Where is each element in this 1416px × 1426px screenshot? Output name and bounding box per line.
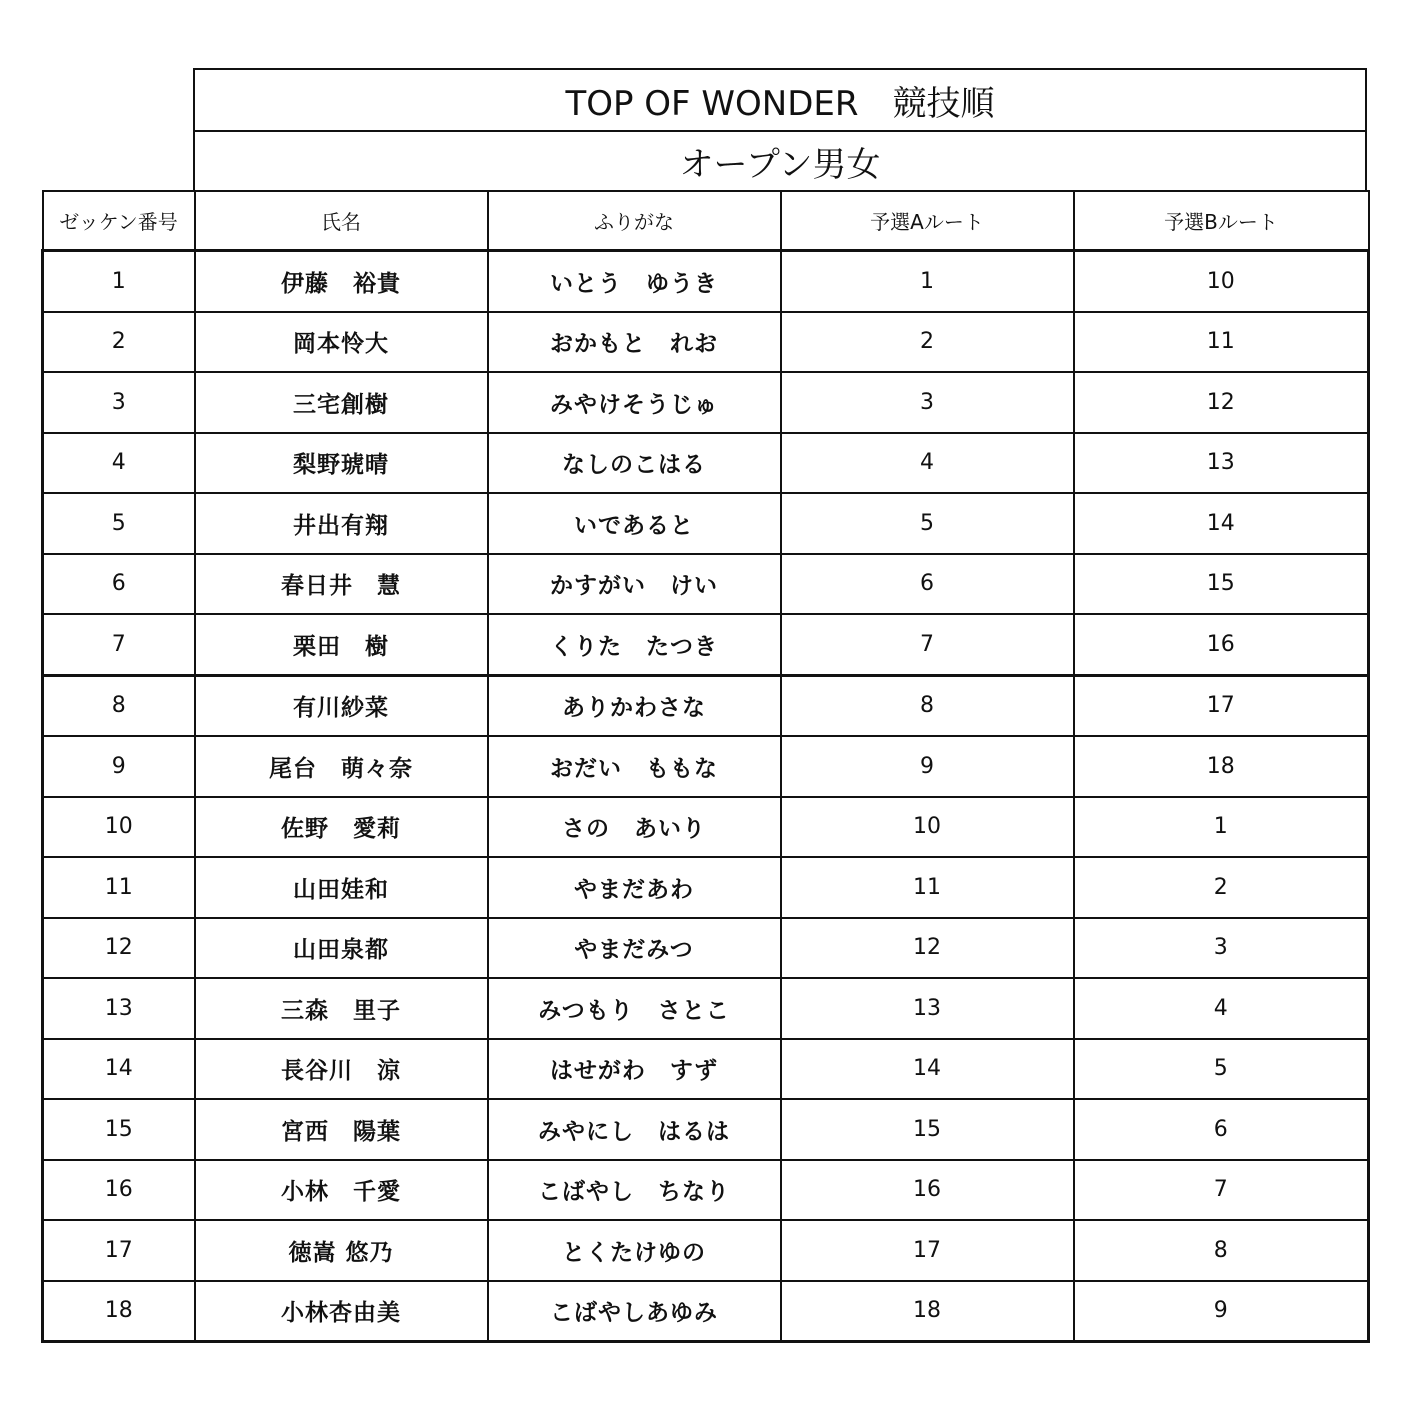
name-cell: 佐野 愛莉 [195, 797, 488, 858]
bib-cell: 2 [43, 312, 195, 373]
name-cell: 小林 千愛 [195, 1160, 488, 1221]
route-b-cell: 9 [1074, 1281, 1369, 1342]
column-header-route-b: 予選Bルート [1074, 191, 1369, 251]
route-a-cell: 7 [781, 614, 1074, 675]
route-a-cell: 5 [781, 493, 1074, 554]
name-cell: 三宅創樹 [195, 372, 488, 433]
name-cell: 井出有翔 [195, 493, 488, 554]
bib-cell: 3 [43, 372, 195, 433]
bib-cell: 1 [43, 251, 195, 312]
route-b-cell: 17 [1074, 675, 1369, 736]
title-block [193, 68, 1367, 190]
column-header-route-a: 予選Aルート [781, 191, 1074, 251]
route-b-cell: 18 [1074, 736, 1369, 797]
route-a-cell: 2 [781, 312, 1074, 373]
name-cell: 梨野琥晴 [195, 433, 488, 494]
column-header-bib: ゼッケン番号 [43, 191, 195, 251]
name-cell: 山田娃和 [195, 857, 488, 918]
furigana-cell: みやにし はるは [488, 1099, 781, 1160]
table-row [43, 797, 1369, 858]
furigana-cell: みやけそうじゅ [488, 372, 781, 433]
bib-cell: 6 [43, 554, 195, 615]
table-row [43, 614, 1369, 675]
name-cell: 宮西 陽葉 [195, 1099, 488, 1160]
name-cell: 有川紗菜 [195, 675, 488, 736]
route-a-cell: 15 [781, 1099, 1074, 1160]
name-cell: 三森 里子 [195, 978, 488, 1039]
route-b-cell: 6 [1074, 1099, 1369, 1160]
column-header-name: 氏名 [195, 191, 488, 251]
table-row [43, 433, 1369, 494]
furigana-cell: おだい ももな [488, 736, 781, 797]
name-cell: 岡本怜大 [195, 312, 488, 373]
route-b-cell: 1 [1074, 797, 1369, 858]
bib-cell: 5 [43, 493, 195, 554]
furigana-cell: いとう ゆうき [488, 251, 781, 312]
bib-cell: 16 [43, 1160, 195, 1221]
table-row [43, 312, 1369, 373]
furigana-cell: こばやし ちなり [488, 1160, 781, 1221]
table-row [43, 493, 1369, 554]
route-a-cell: 3 [781, 372, 1074, 433]
route-b-cell: 8 [1074, 1220, 1369, 1281]
bib-cell: 8 [43, 675, 195, 736]
bib-cell: 12 [43, 918, 195, 979]
furigana-cell: やまだみつ [488, 918, 781, 979]
route-b-cell: 10 [1074, 251, 1369, 312]
table-row [43, 978, 1369, 1039]
route-b-cell: 15 [1074, 554, 1369, 615]
name-cell: 尾台 萌々奈 [195, 736, 488, 797]
route-a-cell: 1 [781, 251, 1074, 312]
route-b-cell: 5 [1074, 1039, 1369, 1100]
name-cell: 長谷川 涼 [195, 1039, 488, 1100]
bib-cell: 9 [43, 736, 195, 797]
furigana-cell: こばやしあゆみ [488, 1281, 781, 1342]
furigana-cell: ありかわさな [488, 675, 781, 736]
name-cell: 春日井 慧 [195, 554, 488, 615]
start-order-sheet [41, 68, 1367, 1343]
start-order-table [41, 190, 1370, 1343]
route-b-cell: 3 [1074, 918, 1369, 979]
table-row [43, 1099, 1369, 1160]
route-a-cell: 14 [781, 1039, 1074, 1100]
route-b-cell: 12 [1074, 372, 1369, 433]
furigana-cell: いであると [488, 493, 781, 554]
bib-cell: 14 [43, 1039, 195, 1100]
table-row [43, 1220, 1369, 1281]
route-a-cell: 18 [781, 1281, 1074, 1342]
name-cell: 小林杏由美 [195, 1281, 488, 1342]
table-row [43, 372, 1369, 433]
bib-cell: 10 [43, 797, 195, 858]
table-row [43, 554, 1369, 615]
table-row [43, 675, 1369, 736]
route-a-cell: 12 [781, 918, 1074, 979]
table-header-row [43, 191, 1369, 251]
page-title: TOP OF WONDER 競技順 [565, 83, 995, 124]
category-subtitle: オープン男女 [195, 130, 1365, 190]
furigana-cell: みつもり さとこ [488, 978, 781, 1039]
bib-cell: 13 [43, 978, 195, 1039]
bib-cell: 15 [43, 1099, 195, 1160]
name-cell: 栗田 樹 [195, 614, 488, 675]
bib-cell: 7 [43, 614, 195, 675]
furigana-cell: はせがわ すず [488, 1039, 781, 1100]
route-b-cell: 2 [1074, 857, 1369, 918]
name-cell: 伊藤 裕貴 [195, 251, 488, 312]
table-row [43, 1160, 1369, 1221]
route-b-cell: 11 [1074, 312, 1369, 373]
table-row [43, 1039, 1369, 1100]
route-a-cell: 6 [781, 554, 1074, 615]
route-b-cell: 7 [1074, 1160, 1369, 1221]
table-row [43, 857, 1369, 918]
furigana-cell: なしのこはる [488, 433, 781, 494]
route-a-cell: 9 [781, 736, 1074, 797]
furigana-cell: くりた たつき [488, 614, 781, 675]
furigana-cell: とくたけゆの [488, 1220, 781, 1281]
route-a-cell: 16 [781, 1160, 1074, 1221]
route-a-cell: 17 [781, 1220, 1074, 1281]
furigana-cell: さの あいり [488, 797, 781, 858]
route-a-cell: 11 [781, 857, 1074, 918]
bib-cell: 4 [43, 433, 195, 494]
table-row [43, 736, 1369, 797]
route-a-cell: 8 [781, 675, 1074, 736]
table-row [43, 1281, 1369, 1342]
furigana-cell: おかもと れお [488, 312, 781, 373]
bib-cell: 18 [43, 1281, 195, 1342]
table-row [43, 251, 1369, 312]
route-b-cell: 14 [1074, 493, 1369, 554]
route-a-cell: 13 [781, 978, 1074, 1039]
table-body [43, 251, 1369, 1342]
furigana-cell: やまだあわ [488, 857, 781, 918]
route-b-cell: 16 [1074, 614, 1369, 675]
route-a-cell: 10 [781, 797, 1074, 858]
name-cell: 徳嵩 悠乃 [195, 1220, 488, 1281]
route-b-cell: 4 [1074, 978, 1369, 1039]
table-row [43, 918, 1369, 979]
bib-cell: 11 [43, 857, 195, 918]
furigana-cell: かすがい けい [488, 554, 781, 615]
name-cell: 山田泉都 [195, 918, 488, 979]
column-header-furigana: ふりがな [488, 191, 781, 251]
route-a-cell: 4 [781, 433, 1074, 494]
bib-cell: 17 [43, 1220, 195, 1281]
route-b-cell: 13 [1074, 433, 1369, 494]
